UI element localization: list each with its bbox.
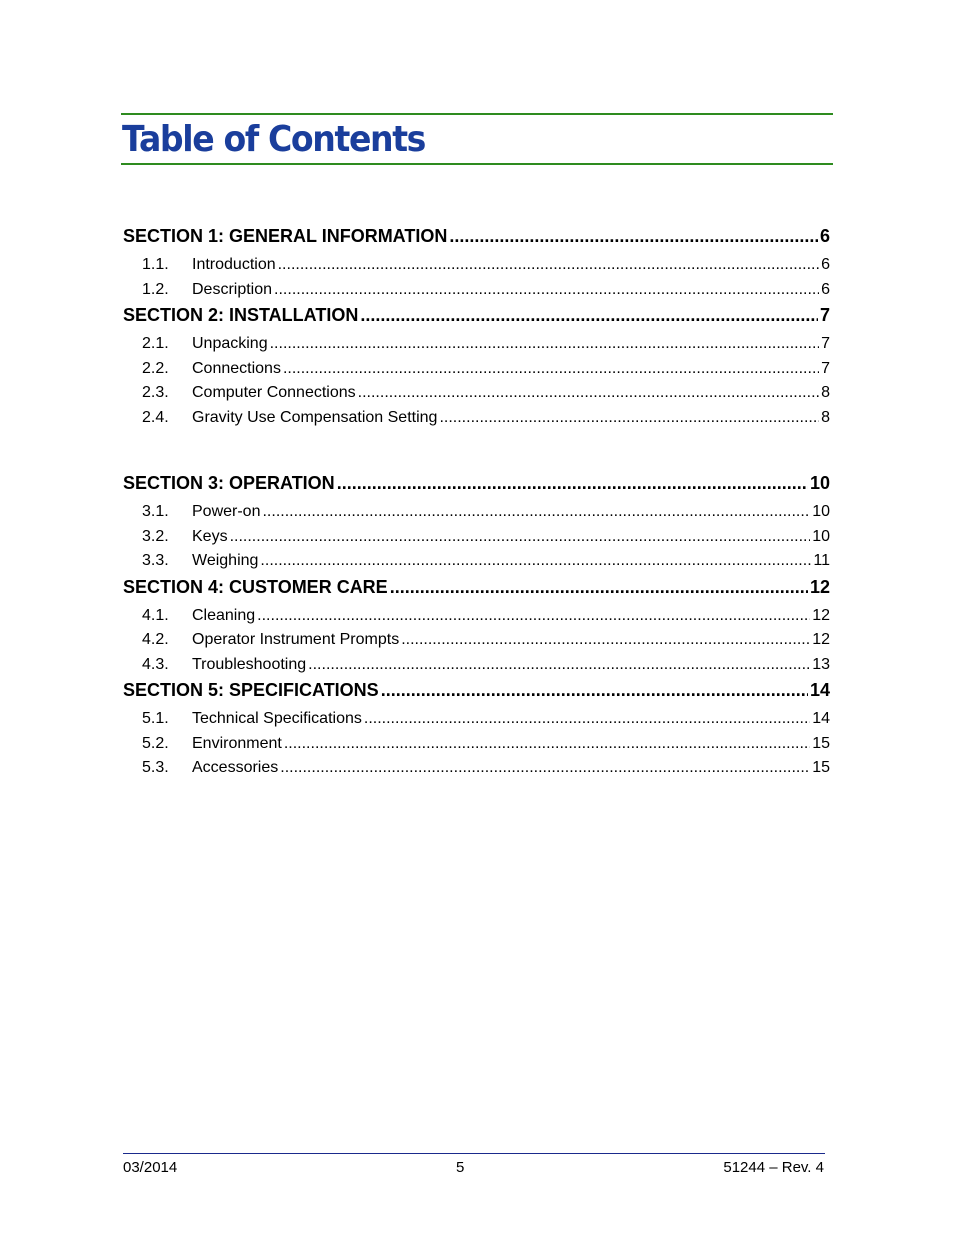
toc-item-number: 5.1. — [142, 710, 169, 727]
toc-item[interactable] — [123, 604, 830, 629]
toc-item[interactable] — [123, 707, 830, 732]
toc-item[interactable] — [123, 525, 830, 550]
toc-item-label: Description — [192, 280, 273, 298]
toc-item-page: 15 — [812, 734, 830, 752]
toc-item-page: 15 — [812, 759, 830, 776]
toc-item-label: Keys — [192, 527, 228, 545]
toc-item-page: 14 — [812, 710, 830, 727]
toc-leader-dots — [358, 381, 819, 406]
toc-section-label: SECTION 3: OPERATION — [123, 473, 335, 493]
toc-item-number: 2.3. — [142, 384, 169, 401]
toc-item-number: 4.3. — [142, 655, 169, 673]
toc-item-label: Unpacking — [192, 335, 268, 352]
toc-leader-dots — [283, 357, 819, 382]
toc-section-4[interactable] — [123, 574, 830, 600]
toc-section-label: SECTION 5: SPECIFICATIONS — [123, 680, 379, 700]
toc-item-label: Cleaning — [192, 606, 256, 624]
toc-section-2[interactable] — [123, 302, 830, 328]
toc-item-number: 2.4. — [142, 408, 169, 426]
toc-section-page: 14 — [809, 680, 830, 700]
toc-item-number: 2.2. — [142, 359, 169, 377]
section-gap — [123, 430, 830, 470]
toc-item-label: Weighing — [192, 552, 259, 569]
toc-item-number: 3.3. — [142, 552, 169, 569]
toc-leader-dots — [260, 549, 811, 574]
toc-leader-dots — [364, 707, 810, 732]
toc-section-1[interactable] — [123, 223, 830, 249]
toc-item-number: 1.1. — [142, 256, 169, 273]
toc-section-page: 7 — [819, 305, 830, 325]
toc-item-page: 12 — [812, 606, 830, 624]
toc-item-label: Computer Connections — [192, 384, 356, 401]
toc-item-page: 11 — [813, 552, 830, 569]
toc-item-number: 4.2. — [142, 631, 169, 648]
toc-item[interactable] — [123, 406, 830, 431]
toc-leader-dots — [262, 500, 810, 525]
toc-item-number: 1.2. — [142, 280, 169, 298]
toc-leader-dots — [280, 756, 810, 781]
toc-item-page: 8 — [821, 384, 830, 401]
toc-section-5[interactable] — [123, 677, 830, 703]
toc-item-page: 6 — [821, 280, 830, 298]
toc-leader-dots — [274, 278, 819, 303]
toc-item-label: Power-on — [192, 503, 261, 520]
toc-item-label: Accessories — [192, 759, 279, 776]
toc-leader-dots — [308, 653, 810, 678]
toc-item-page: 7 — [821, 335, 830, 352]
header-rule-top — [121, 113, 833, 115]
header-rule-bottom — [121, 163, 833, 165]
toc-item-page: 6 — [821, 256, 830, 273]
toc-item[interactable] — [123, 332, 830, 357]
toc-item-label: Connections — [192, 359, 281, 377]
toc-item-label: Operator Instrument Prompts — [192, 631, 400, 648]
table-of-contents — [123, 223, 830, 781]
footer-page-number: 5 — [456, 1159, 465, 1176]
toc-leader-dots — [449, 223, 818, 249]
toc-section-3[interactable] — [123, 470, 830, 496]
toc-section-label: SECTION 4: CUSTOMER CARE — [123, 576, 388, 597]
toc-item-number: 3.1. — [142, 503, 169, 520]
toc-item[interactable] — [123, 628, 830, 653]
footer-date: 03/2014 — [123, 1159, 178, 1176]
footer-doc-revision: 51244 – Rev. 4 — [723, 1159, 824, 1176]
toc-item-label: Troubleshooting — [192, 655, 307, 673]
toc-leader-dots — [278, 253, 819, 278]
toc-item-label: Gravity Use Compensation Setting — [192, 408, 438, 426]
toc-leader-dots — [270, 332, 819, 357]
toc-item-label: Technical Specifications — [192, 710, 362, 727]
toc-section-page: 10 — [809, 473, 830, 493]
toc-leader-dots — [230, 525, 811, 550]
toc-item-page: 8 — [821, 408, 830, 426]
toc-leader-dots — [390, 574, 808, 600]
toc-item[interactable] — [123, 653, 830, 678]
toc-item-page: 12 — [812, 631, 830, 648]
toc-item[interactable] — [123, 500, 830, 525]
page-title: Table of Contents — [122, 119, 426, 160]
toc-item-label: Introduction — [192, 256, 276, 273]
toc-item-label: Environment — [192, 734, 282, 752]
toc-item[interactable] — [123, 549, 830, 574]
toc-item[interactable] — [123, 278, 830, 303]
toc-section-label: SECTION 1: GENERAL INFORMATION — [123, 226, 448, 246]
toc-item-number: 3.2. — [142, 527, 169, 545]
toc-item-number: 5.3. — [142, 759, 169, 776]
toc-item-page: 10 — [812, 527, 830, 545]
toc-item-page: 13 — [812, 655, 830, 673]
toc-item-number: 2.1. — [142, 335, 169, 352]
footer-rule — [123, 1153, 825, 1154]
toc-section-label: SECTION 2: INSTALLATION — [123, 305, 359, 325]
toc-section-page: 6 — [819, 226, 830, 246]
toc-item[interactable] — [123, 756, 830, 781]
toc-leader-dots — [284, 732, 810, 757]
toc-leader-dots — [337, 470, 808, 496]
toc-item[interactable] — [123, 357, 830, 382]
toc-item[interactable] — [123, 381, 830, 406]
toc-item-page: 7 — [821, 359, 830, 377]
toc-item-number: 5.2. — [142, 734, 169, 752]
toc-item[interactable] — [123, 732, 830, 757]
toc-leader-dots — [401, 628, 810, 653]
toc-item-page: 10 — [812, 503, 830, 520]
toc-item[interactable] — [123, 253, 830, 278]
toc-section-page: 12 — [809, 576, 830, 597]
toc-item-number: 4.1. — [142, 606, 169, 624]
toc-leader-dots — [257, 604, 810, 629]
toc-leader-dots — [360, 302, 818, 328]
toc-leader-dots — [439, 406, 819, 431]
toc-leader-dots — [381, 677, 808, 703]
